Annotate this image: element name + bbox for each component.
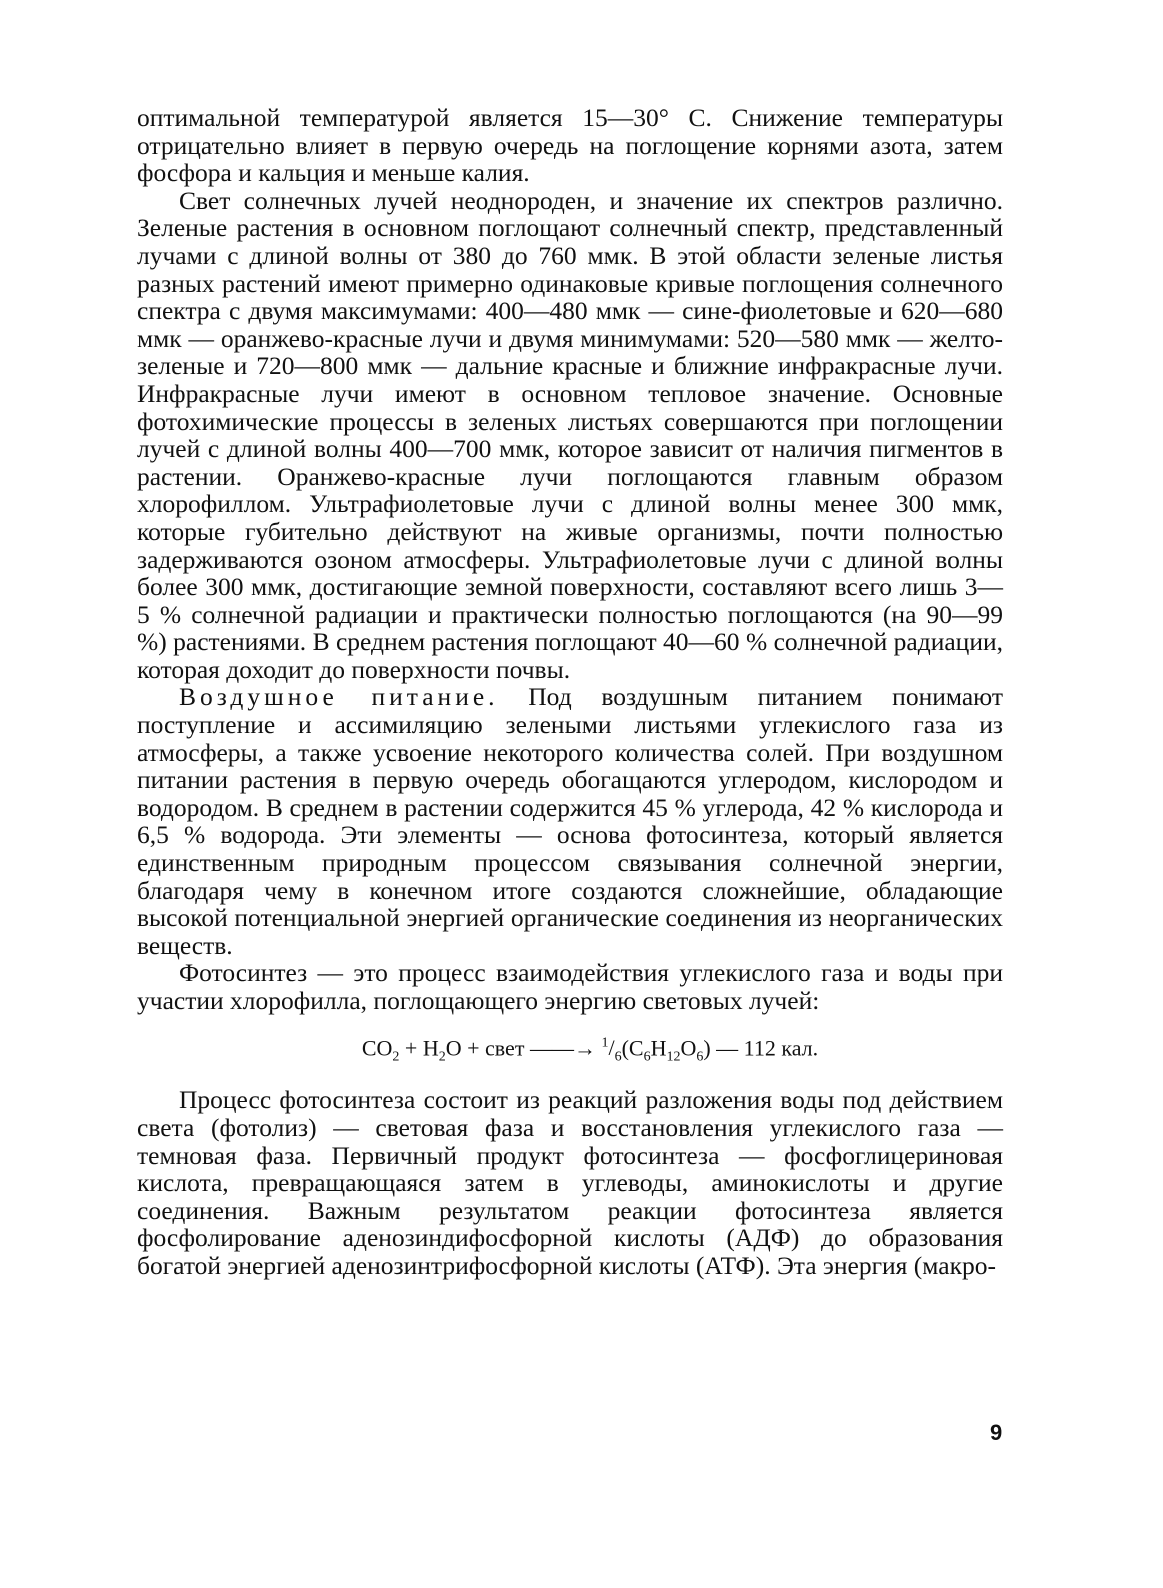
paragraph-air-nutrition	[137, 683, 1003, 959]
paragraph-light-spectrum: Свет солнечных лучей неоднороден, и значение их спектров различно. Зеленые растения в основном поглощают солнечный спектр, представленный лучами с длиной волны от 380 до 760 ммк. В этой области зеленые листья разных растений имеют примерно одинаковые кривые поглощения солнечного спектра с двумя максимумами: 400—480 ммк — сине-фиолетовые и 620—680 ммк — оранжево-красные лучи и двумя минимумами: 520—580 ммк — желто-зеленые и 720—800 ммк — дальние красные и ближние инфракрасные лучи. Инфракрасные лучи имеют в основном тепловое значение. Основные фотохимические процессы в зеленых листьях совершаются при поглощении лучей с длиной волны 400—700 ммк, которое зависит от наличия пигментов в растении. Оранжево-красные лучи поглощаются главным образом хлорофиллом. Ультрафиолетовые лучи с длиной волны менее 300 ммк, которые губительно действуют на живые организмы, почти полностью задерживаются озоном атмосферы. Ультрафиолетовые лучи с длиной волны более 300 ммк, достигающие земной поверхности, составляют всего лишь 3—5 % солнечной радиации и практически полностью поглощаются (на 90—99 %) растениями. В среднем растения поглощают 40—60 % солнечной радиации, которая доходит до поверхности почвы.	[137, 185, 1003, 684]
section-heading-air-nutrition: Воздушное питание.	[179, 682, 499, 712]
page-body	[137, 104, 1003, 1279]
paragraph-photosynthesis-process: Процесс фотосинтеза состоит из реакций разложения воды под действием света (фотолиз) — световая фаза и восстановления углекислого газа — темновая фаза. Первичный продукт фотосинтеза — фосфоглицериновая кислота, превращающаяся затем в углеводы, аминокислоты и другие соединения. Важным результатом реакции фотосинтеза является фосфолирование аденозиндифосфорной кислоты (АДФ) до образования богатой энергией аденозинтрифосфорной кислоты (АТФ). Эта энергия (макро-	[137, 1085, 1003, 1280]
paragraph-photosynthesis-definition: Фотосинтез — это процесс взаимодействия углекислого газа и воды при участии хлорофилла, поглощающего энергию световых лучей:	[137, 958, 1003, 1015]
paragraph-air-nutrition-text: Под воздушным питанием понимают поступление и ассимиляцию зелеными листьями углекислого газа из атмосферы, а также усвоение некоторого количества солей. При воздушном питании растения в первую очередь обогащаются углеродом, кислородом и водородом. В среднем в растении содержится 45 % углерода, 42 % кислорода и 6,5 % водорода. Эти элементы — основа фотосинтеза, который является единственным природным процессом связывания солнечной энергии, благодаря чему в конечном итоге создаются сложнейшие, обладающие высокой потенциальной энергией органические соединения из неорганических веществ.	[137, 682, 1003, 960]
photosynthesis-equation: $CO_2 + H_2O$ + свет ——→ $^1/_6(C_6H_{12}O_6)$ — 112 кал.	[361, 1034, 819, 1065]
paragraph-temperature: оптимальной температурой является 15—30° С. Снижение температуры отрицательно влияет в первую очередь на поглощение корнями азота, затем фосфора и кальция и меньше калия.	[137, 103, 1003, 188]
page-number: 9	[990, 1420, 1003, 1445]
